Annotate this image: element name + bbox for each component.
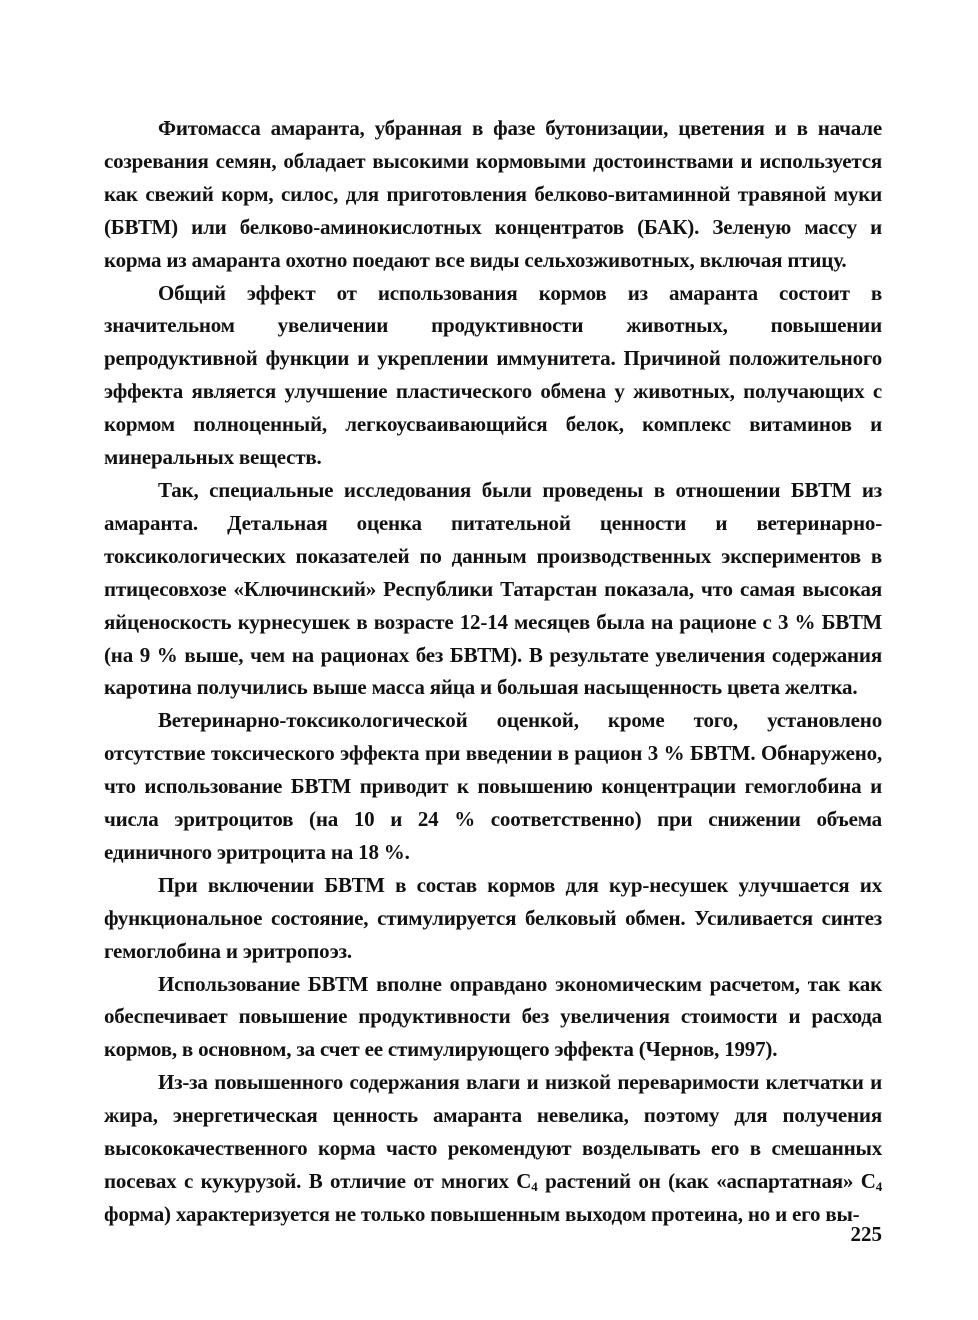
paragraph: Фитомасса амаранта, убранная в фазе бутонизации, цветения и в начале созревания семян, обладает высокими кормовыми достоинствами и используется как свежий корм, силос, для приготовления белково-витаминной травяной муки (БВТМ) или белково-аминокислотных концентратов (БАК). Зеленую массу и корма из амаранта охотно поедают все виды сельхозживотных, включая птицу. xyxy=(104,116,882,272)
paragraph-last xyxy=(104,1066,882,1231)
paragraph: Так, специальные исследования были проведены в отношении БВТМ из амаранта. Детальная оценка питательной ценности и ветеринарно-токсикологических показателей по данным производственных экспериментов в птицесовхозе «Ключинский» Республики Татарстан показала, что самая высокая яйценоскость курнесушек в возрасте 12-14 месяцев была на рационе с 3 % БВТМ (на 9 % выше, чем на рационах без БВТМ). В результате увеличения содержания каротина получились выше масса яйца и большая насыщенность цвета желтка. xyxy=(104,477,882,700)
paragraph: Общий эффект от использования кормов из амаранта состоит в значительном увеличении продуктивности животных, повышении репродуктивной функции и укреплении иммунитета. Причиной положительного эффекта является улучшение пластического обмена у животных, получающих с кормом полноценный, легкоусваивающийся белок, комплекс витаминов и минеральных веществ. xyxy=(104,280,882,470)
paragraph-text: форма) характеризуется не только повышенным выходом протеина, но и его вы- xyxy=(104,1201,860,1226)
paragraph: При включении БВТМ в состав кормов для кур-несушек улучшается их функциональное состояние, стимулируется белковый обмен. Усиливается синтез гемоглобина и эритропоэз. xyxy=(104,872,882,963)
page-number: 225 xyxy=(850,1222,882,1246)
paragraph-text: растений он (как «аспартатная» С xyxy=(537,1169,876,1193)
subscript: 4 xyxy=(531,1179,538,1194)
subscript: 4 xyxy=(875,1179,883,1194)
paragraph-text: Из-за повышенного содержания влаги и низкой переваримости клетчатки и жира, энергетическая ценность амаранта невелика, поэтому для получения высококачественного корма часто рекомендуют возделывать его в смешанных посевах с кукурузой. В отличие от многих С xyxy=(104,1070,882,1193)
paragraph: Использование БВТМ вполне оправдано экономическим расчетом, так как обеспечивает повышение продуктивности без увеличения стоимости и расхода кормов, в основном, за счет ее стимулирующего эффекта (Чернов, 1997). xyxy=(104,971,882,1062)
paragraph: Ветеринарно-токсикологической оценкой, кроме того, установлено отсутствие токсического эффекта при введении в рацион 3 % БВТМ. Обнаружено, что использование БВТМ приводит к повышению концентрации гемоглобина и числа эритроцитов (на 10 и 24 % соответственно) при снижении объема единичного эритроцита на 18 %. xyxy=(104,708,882,864)
document-page xyxy=(104,112,882,1231)
